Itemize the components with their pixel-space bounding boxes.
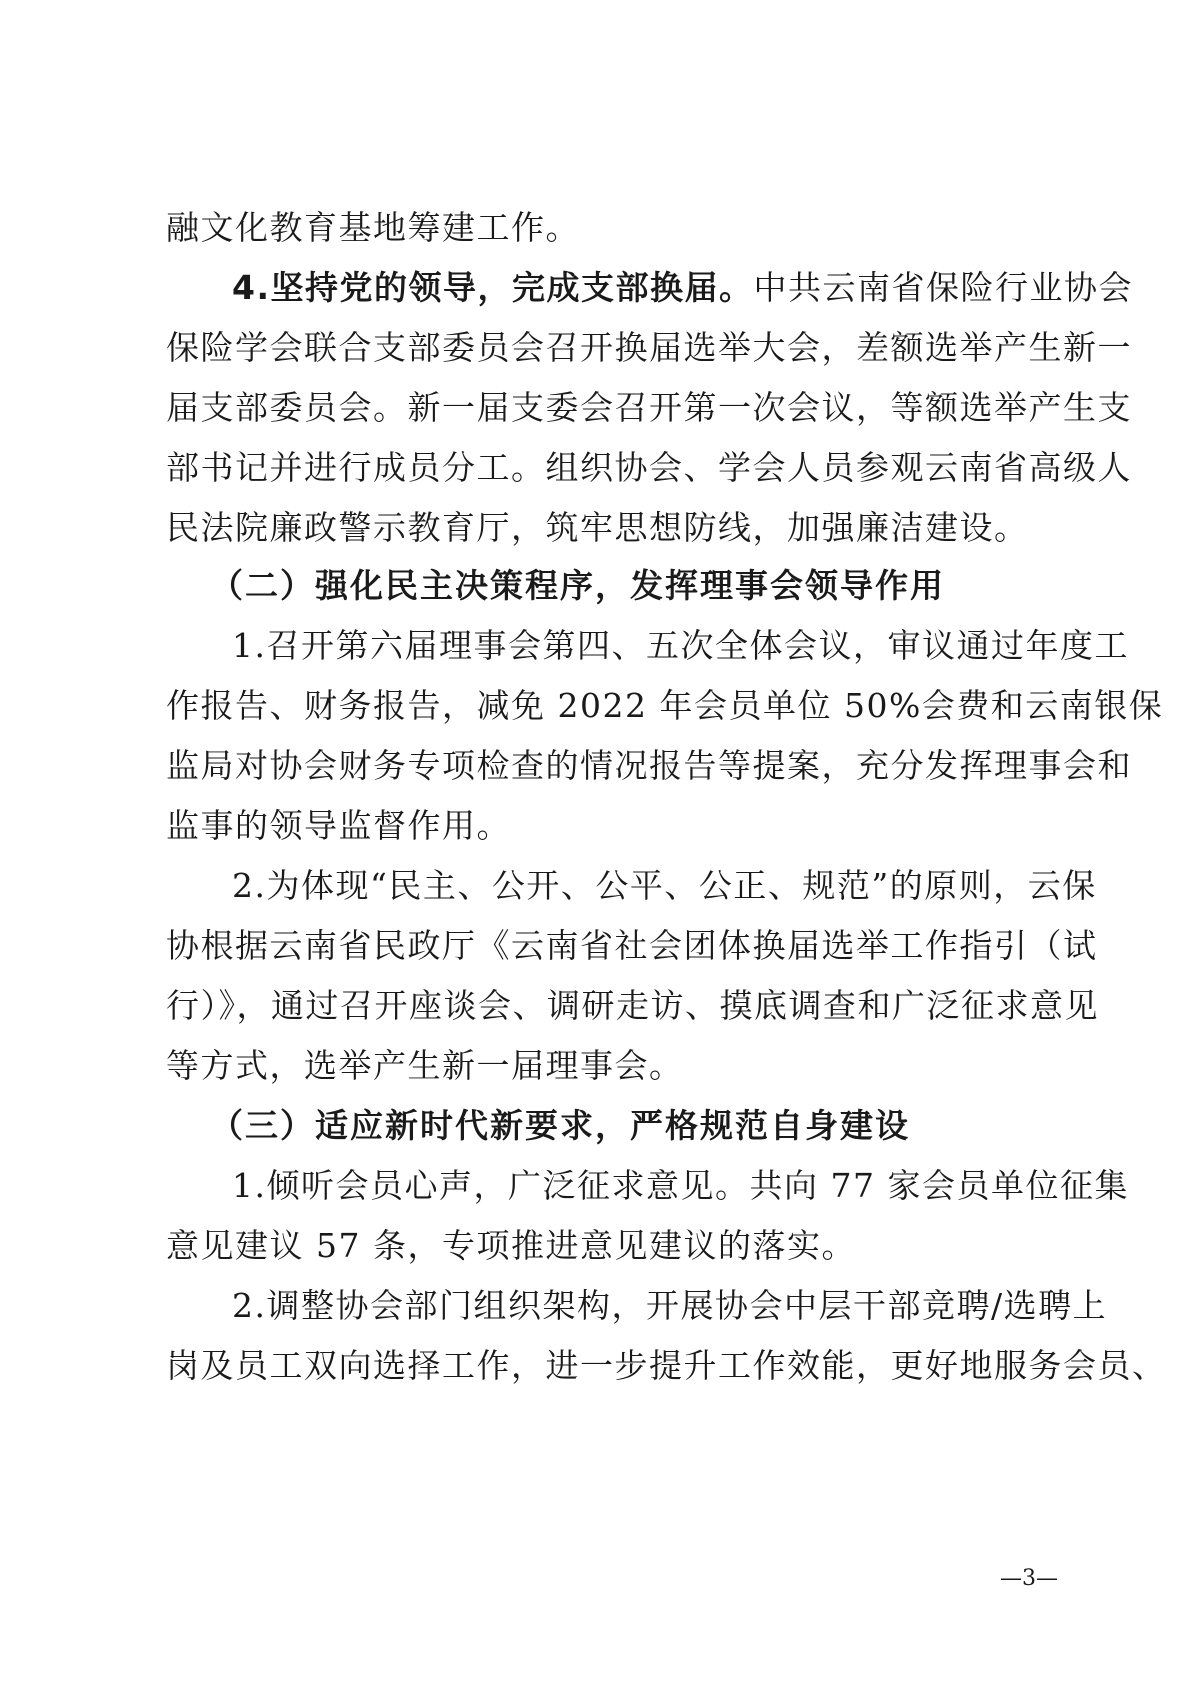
paragraph-line: 行）》，通过召开座谈会、调研走访、摸底调查和广泛征求意见 xyxy=(166,986,1099,1025)
numbered-item-lead: 4.坚持党的领导，完成支部换届。 xyxy=(232,268,754,307)
paragraph-line: 届支部委员会。新一届支委会召开第一次会议，等额选举产生支 xyxy=(166,388,1132,427)
paragraph-line: 部书记并进行成员分工。组织协会、学会人员参观云南省高级人 xyxy=(166,448,1132,487)
section-heading: （三）适应新时代新要求，严格规范自身建设 xyxy=(210,1106,910,1145)
paragraph-line: 民法院廉政警示教育厅，筑牢思想防线，加强廉洁建设。 xyxy=(166,508,1029,547)
paragraph-line: 监局对协会财务专项检查的情况报告等提案，充分发挥理事会和 xyxy=(166,746,1132,785)
paragraph-line: 2.调整协会部门组织架构，开展协会中层干部竞聘/选聘上 xyxy=(232,1286,1108,1325)
paragraph-line: 意见建议 57 条，专项推进意见建议的落实。 xyxy=(166,1226,856,1265)
paragraph-line: 2.为体现“民主、公开、公平、公正、规范”的原则，云保 xyxy=(232,866,1097,905)
page-number: —3— xyxy=(1000,1566,1058,1591)
paragraph-line: 保险学会联合支部委员会召开换届选举大会，差额选举产生新一 xyxy=(166,328,1132,367)
paragraph-line xyxy=(232,268,1133,308)
paragraph-line: 监事的领导监督作用。 xyxy=(166,806,511,845)
paragraph-line: 岗及员工双向选择工作，进一步提升工作效能，更好地服务会员、 xyxy=(166,1346,1167,1385)
paragraph-line: 融文化教育基地筹建工作。 xyxy=(166,208,580,247)
paragraph-line: 等方式，选举产生新一届理事会。 xyxy=(166,1046,684,1085)
paragraph-line: 1.倾听会员心声，广泛征求意见。共向 77 家会员单位征集 xyxy=(232,1166,1129,1205)
paragraph-text: 中共云南省保险行业协会 xyxy=(753,268,1133,307)
paragraph-line: 协根据云南省民政厅《云南省社会团体换届选举工作指引（试 xyxy=(166,926,1098,965)
paragraph-line: 1.召开第六届理事会第四、五次全体会议，审议通过年度工 xyxy=(232,626,1129,665)
paragraph-line: 作报告、财务报告，减免 2022 年会员单位 50%会费和云南银保 xyxy=(166,686,1164,725)
section-heading: （二）强化民主决策程序，发挥理事会领导作用 xyxy=(210,566,945,605)
